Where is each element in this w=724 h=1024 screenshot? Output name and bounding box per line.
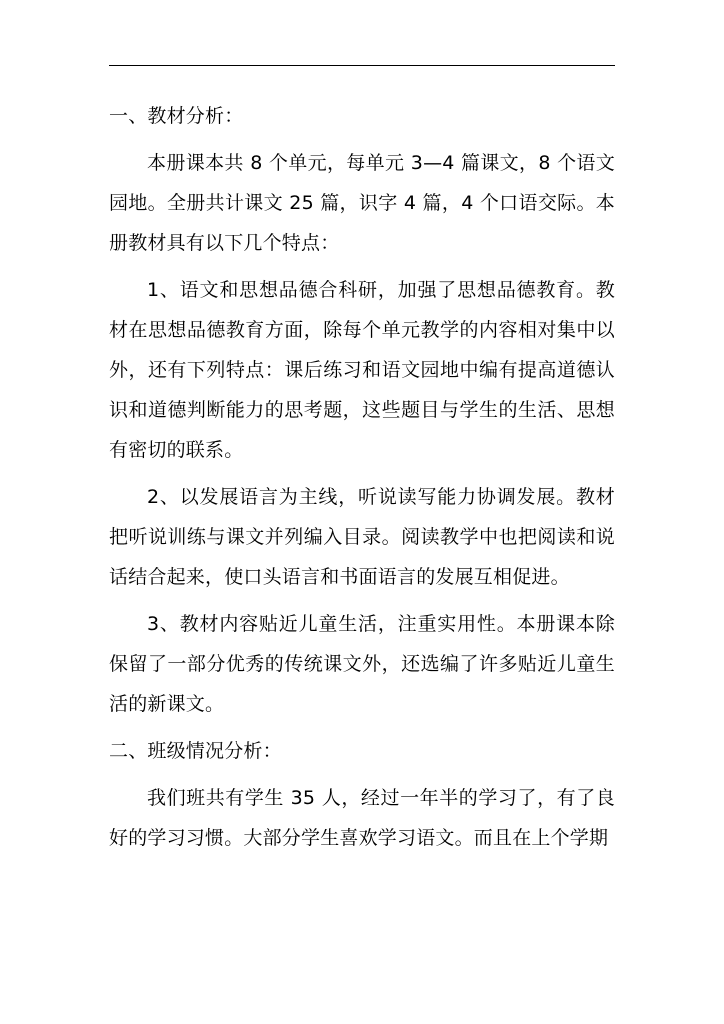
paragraph-feature-1: 1、语文和思想品德合科研，加强了思想品德教育。教材在思想品德教育方面，除每个单元教学的内容相对集中以外，还有下列特点：课后练习和语文园地中编有提高道德认识和道德判断能力的思考题，这些题目与学生的生活、思想有密切的联系。 — [109, 279, 615, 461]
section-heading-textbook-analysis: 一、教材分析： — [109, 105, 244, 127]
paragraph-feature-3: 3、教材内容贴近儿童生活，注重实用性。本册课本除保留了一部分优秀的传统课文外，还选编了许多贴近儿童生活的新课文。 — [109, 613, 615, 715]
section-heading-class-analysis: 二、班级情况分析： — [109, 740, 282, 762]
header-rule — [109, 65, 615, 66]
paragraph-textbook-overview: 本册课本共 8 个单元，每单元 3—4 篇课文，8 个语文园地。全册共计课文 25 篇，识字 4 篇，4 个口语交际。本册教材具有以下几个特点： — [109, 152, 615, 254]
paragraph-class-situation: 我们班共有学生 35 人，经过一年半的学习了，有了良好的学习习惯。大部分学生喜欢学习语文。而且在上个学期 — [109, 787, 615, 849]
paragraph-feature-2: 2、以发展语言为主线，听说读写能力协调发展。教材把听说训练与课文并列编入目录。阅读教学中也把阅读和说话结合起来，使口头语言和书面语言的发展互相促进。 — [109, 486, 615, 588]
document-body — [109, 96, 615, 858]
